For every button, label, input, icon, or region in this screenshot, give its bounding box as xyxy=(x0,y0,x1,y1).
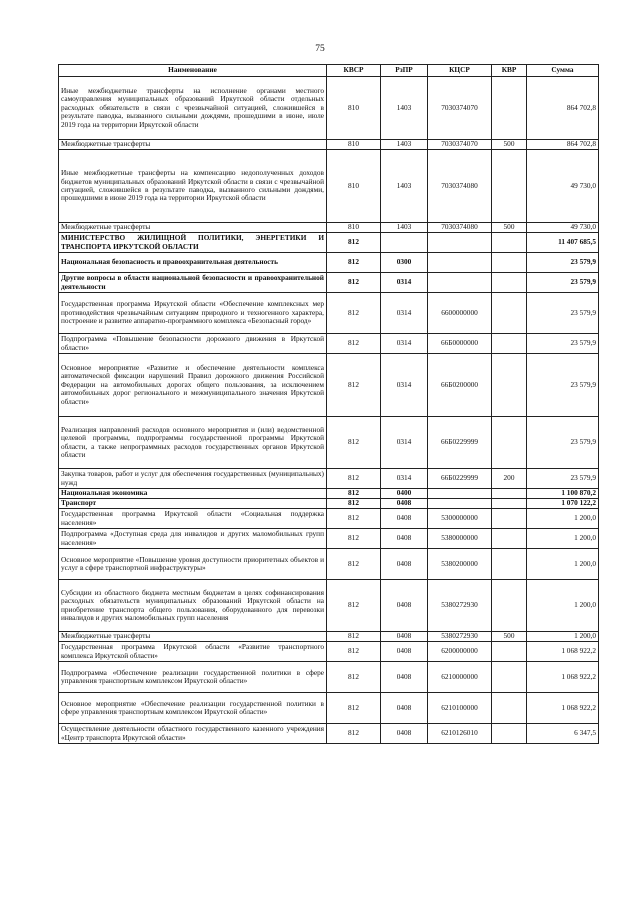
cell-name: Государственная программа Иркутской области «Социальная поддержка населения» xyxy=(59,509,327,529)
cell-rzpr: 0408 xyxy=(381,529,428,549)
cell-name: Межбюджетные трансферты xyxy=(59,632,327,642)
cell-name: Реализация направлений расходов основного мероприятия и (или) ведомственной целевой программы, подпрограммы государственной программы Иркутской области, а также непрограммных расходов государственных органов Иркутской области xyxy=(59,417,327,469)
cell-kvsr: 812 xyxy=(327,724,381,744)
cell-kcsr: 5380272930 xyxy=(428,632,492,642)
cell-sum: 1 068 922,2 xyxy=(527,642,599,662)
cell-sum: 23 579,9 xyxy=(527,293,599,334)
cell-kcsr: 66Б0200000 xyxy=(428,354,492,417)
cell-name: МИНИСТЕРСТВО ЖИЛИЩНОЙ ПОЛИТИКИ, ЭНЕРГЕТИКИ И ТРАНСПОРТА ИРКУТСКОЙ ОБЛАСТИ xyxy=(59,233,327,253)
table-row xyxy=(59,77,599,140)
table-body xyxy=(59,77,599,744)
cell-sum: 23 579,9 xyxy=(527,417,599,469)
table-row xyxy=(59,632,599,642)
cell-sum: 1 068 922,2 xyxy=(527,662,599,693)
cell-rzpr: 1403 xyxy=(381,223,428,233)
cell-name: Субсидии из областного бюджета местным бюджетам в целях софинансирования расходных обязательств муниципальных образований Иркутской области на приобретение транспорта общего пользования, оборудованного для перевозки инвалидов и других маломобильных групп населения xyxy=(59,580,327,632)
cell-sum: 864 702,8 xyxy=(527,77,599,140)
cell-sum: 23 579,9 xyxy=(527,354,599,417)
cell-kvsr: 812 xyxy=(327,273,381,293)
cell-name: Межбюджетные трансферты xyxy=(59,223,327,233)
table-row xyxy=(59,724,599,744)
column-header-kcsr: КЦСР xyxy=(428,65,492,77)
cell-kvsr: 810 xyxy=(327,77,381,140)
cell-rzpr: 0408 xyxy=(381,549,428,580)
table-row xyxy=(59,509,599,529)
table-row xyxy=(59,662,599,693)
table-row xyxy=(59,580,599,632)
cell-kvsr: 812 xyxy=(327,549,381,580)
cell-sum: 1 100 870,2 xyxy=(527,489,599,499)
cell-sum: 6 347,5 xyxy=(527,724,599,744)
cell-kvsr: 810 xyxy=(327,140,381,150)
cell-kvr xyxy=(492,334,527,354)
cell-kvsr: 812 xyxy=(327,642,381,662)
cell-rzpr xyxy=(381,233,428,253)
table-row xyxy=(59,489,599,499)
cell-kcsr xyxy=(428,273,492,293)
cell-sum: 864 702,8 xyxy=(527,140,599,150)
cell-kvr xyxy=(492,417,527,469)
cell-kcsr xyxy=(428,253,492,273)
cell-kvr xyxy=(492,77,527,140)
table-row xyxy=(59,469,599,489)
cell-rzpr: 0300 xyxy=(381,253,428,273)
cell-kcsr: 66Б0000000 xyxy=(428,334,492,354)
cell-rzpr: 0400 xyxy=(381,489,428,499)
cell-kvr xyxy=(492,253,527,273)
cell-kvsr: 812 xyxy=(327,580,381,632)
cell-sum: 1 200,0 xyxy=(527,549,599,580)
cell-name: Основное мероприятие «Повышение уровня доступности приоритетных объектов и услуг в сфере транспортной инфраструктуры» xyxy=(59,549,327,580)
cell-kcsr: 5380000000 xyxy=(428,529,492,549)
table-row xyxy=(59,354,599,417)
cell-kvr xyxy=(492,499,527,509)
cell-kvr xyxy=(492,150,527,223)
cell-sum: 1 068 922,2 xyxy=(527,693,599,724)
page-number: 75 xyxy=(315,44,325,54)
cell-name: Государственная программа Иркутской области «Обеспечение комплексных мер противодействия чрезвычайным ситуациям природного и техногенного характера, построение и развитие аппаратно-программного комплекса «Безопасный город» xyxy=(59,293,327,334)
cell-kcsr: 6210100000 xyxy=(428,693,492,724)
cell-sum: 23 579,9 xyxy=(527,334,599,354)
cell-rzpr: 0408 xyxy=(381,632,428,642)
cell-sum: 49 730,0 xyxy=(527,223,599,233)
cell-name: Иные межбюджетные трансферты на компенсацию недополученных доходов бюджетов муниципальных образований Иркутской области в связи с чрезвычайной ситуацией, сложившейся в результате паводка, вызванного сильными дождями, прошедшими в июне 2019 года на территории Иркутской области xyxy=(59,150,327,223)
cell-name: Государственная программа Иркутской области «Развитие транспортного комплекса Иркутской области» xyxy=(59,642,327,662)
table-row xyxy=(59,253,599,273)
cell-name: Транспорт xyxy=(59,499,327,509)
table-row xyxy=(59,529,599,549)
cell-sum: 1 200,0 xyxy=(527,509,599,529)
cell-kvr xyxy=(492,580,527,632)
cell-name: Закупка товаров, работ и услуг для обеспечения государственных (муниципальных) нужд xyxy=(59,469,327,489)
cell-rzpr: 0314 xyxy=(381,273,428,293)
table-row xyxy=(59,233,599,253)
cell-kvsr: 812 xyxy=(327,469,381,489)
cell-rzpr: 0408 xyxy=(381,693,428,724)
cell-kcsr: 5380200000 xyxy=(428,549,492,580)
cell-name: Национальная безопасность и правоохранительная деятельность xyxy=(59,253,327,273)
cell-rzpr: 1403 xyxy=(381,140,428,150)
cell-name: Подпрограмма «Доступная среда для инвалидов и других маломобильных групп населения» xyxy=(59,529,327,549)
cell-name: Другие вопросы в области национальной безопасности и правоохранительной деятельности xyxy=(59,273,327,293)
column-header-sum: Сумма xyxy=(527,65,599,77)
cell-kvr xyxy=(492,509,527,529)
table-row xyxy=(59,549,599,580)
cell-kvsr: 812 xyxy=(327,509,381,529)
cell-rzpr: 0408 xyxy=(381,724,428,744)
cell-rzpr: 0314 xyxy=(381,354,428,417)
cell-name: Национальная экономика xyxy=(59,489,327,499)
cell-kcsr xyxy=(428,489,492,499)
cell-name: Межбюджетные трансферты xyxy=(59,140,327,150)
cell-name: Иные межбюджетные трансферты на исполнение органами местного самоуправления муниципальных образований Иркутской области отдельных расходных обязательств в связи с чрезвычайной ситуацией, сложившейся в результате паводка, вызванного сильными дождями, прошедшими в июне, июле 2019 года на территории Иркутской области xyxy=(59,77,327,140)
table-header-row xyxy=(59,65,599,77)
cell-kcsr xyxy=(428,233,492,253)
cell-rzpr: 1403 xyxy=(381,77,428,140)
table-row xyxy=(59,273,599,293)
cell-kvsr: 812 xyxy=(327,417,381,469)
cell-kvsr: 812 xyxy=(327,632,381,642)
cell-kcsr: 7030374070 xyxy=(428,77,492,140)
cell-kcsr: 6210126010 xyxy=(428,724,492,744)
column-header-rzpr: РзПР xyxy=(381,65,428,77)
cell-kvsr: 812 xyxy=(327,293,381,334)
cell-rzpr: 0408 xyxy=(381,642,428,662)
cell-kvsr: 812 xyxy=(327,693,381,724)
column-header-name: Наименование xyxy=(59,65,327,77)
table-row xyxy=(59,223,599,233)
cell-kvsr: 812 xyxy=(327,529,381,549)
cell-kvr: 500 xyxy=(492,632,527,642)
cell-kvr: 200 xyxy=(492,469,527,489)
table-row xyxy=(59,140,599,150)
table-row xyxy=(59,334,599,354)
cell-rzpr: 1403 xyxy=(381,150,428,223)
cell-name: Осуществление деятельности областного государственного казенного учреждения «Центр транспорта Иркутской области» xyxy=(59,724,327,744)
cell-kcsr: 66Б0229999 xyxy=(428,469,492,489)
cell-rzpr: 0408 xyxy=(381,499,428,509)
cell-kcsr: 5300000000 xyxy=(428,509,492,529)
cell-rzpr: 0314 xyxy=(381,293,428,334)
cell-kcsr: 6600000000 xyxy=(428,293,492,334)
cell-kvr xyxy=(492,273,527,293)
cell-rzpr: 0408 xyxy=(381,662,428,693)
cell-kvr: 500 xyxy=(492,223,527,233)
cell-kvr xyxy=(492,354,527,417)
cell-kvr xyxy=(492,293,527,334)
cell-sum: 49 730,0 xyxy=(527,150,599,223)
cell-rzpr: 0314 xyxy=(381,469,428,489)
cell-sum: 11 407 685,5 xyxy=(527,233,599,253)
cell-kvsr: 810 xyxy=(327,150,381,223)
cell-kcsr: 66Б0229999 xyxy=(428,417,492,469)
cell-kvr xyxy=(492,489,527,499)
table-row xyxy=(59,499,599,509)
cell-kcsr: 7030374080 xyxy=(428,223,492,233)
cell-kvr xyxy=(492,724,527,744)
cell-kvsr: 810 xyxy=(327,223,381,233)
table-row xyxy=(59,293,599,334)
table-row xyxy=(59,693,599,724)
cell-kcsr: 6200000000 xyxy=(428,642,492,662)
table-row xyxy=(59,642,599,662)
cell-kvsr: 812 xyxy=(327,489,381,499)
cell-name: Основное мероприятие «Обеспечение реализации государственной политики в сфере управления транспортным комплексом Иркутской области» xyxy=(59,693,327,724)
cell-rzpr: 0408 xyxy=(381,580,428,632)
cell-sum: 1 070 122,2 xyxy=(527,499,599,509)
cell-kvsr: 812 xyxy=(327,499,381,509)
cell-kvsr: 812 xyxy=(327,662,381,693)
cell-rzpr: 0314 xyxy=(381,334,428,354)
cell-kcsr xyxy=(428,499,492,509)
cell-sum: 1 200,0 xyxy=(527,632,599,642)
cell-kvr xyxy=(492,642,527,662)
cell-sum: 1 200,0 xyxy=(527,529,599,549)
column-header-kvr: КВР xyxy=(492,65,527,77)
cell-kvsr: 812 xyxy=(327,233,381,253)
cell-kvr xyxy=(492,233,527,253)
cell-sum: 23 579,9 xyxy=(527,253,599,273)
cell-sum: 1 200,0 xyxy=(527,580,599,632)
cell-name: Подпрограмма «Обеспечение реализации государственной политики в сфере управления транспортным комплексом Иркутской области» xyxy=(59,662,327,693)
cell-kvsr: 812 xyxy=(327,354,381,417)
cell-kcsr: 5380272930 xyxy=(428,580,492,632)
cell-sum: 23 579,9 xyxy=(527,469,599,489)
cell-kcsr: 7030374070 xyxy=(428,140,492,150)
cell-kvr: 500 xyxy=(492,140,527,150)
cell-rzpr: 0314 xyxy=(381,417,428,469)
budget-table xyxy=(58,64,599,744)
column-header-kvsr: КВСР xyxy=(327,65,381,77)
cell-kvr xyxy=(492,662,527,693)
cell-kvsr: 812 xyxy=(327,253,381,273)
cell-kcsr: 6210000000 xyxy=(428,662,492,693)
cell-kcsr: 7030374080 xyxy=(428,150,492,223)
table-row xyxy=(59,150,599,223)
table-row xyxy=(59,417,599,469)
cell-sum: 23 579,9 xyxy=(527,273,599,293)
cell-kvr xyxy=(492,693,527,724)
cell-rzpr: 0408 xyxy=(381,509,428,529)
cell-kvr xyxy=(492,549,527,580)
cell-kvr xyxy=(492,529,527,549)
cell-name: Подпрограмма «Повышение безопасности дорожного движения в Иркутской области» xyxy=(59,334,327,354)
cell-kvsr: 812 xyxy=(327,334,381,354)
cell-name: Основное мероприятие «Развитие и обеспечение деятельности комплекса автоматической фиксации нарушений Правил дорожного движения Российской Федерации на автомобильных дорогах общего пользования, за исключением автомобильных дорог регионального и межмуниципального значения Иркутской области» xyxy=(59,354,327,417)
